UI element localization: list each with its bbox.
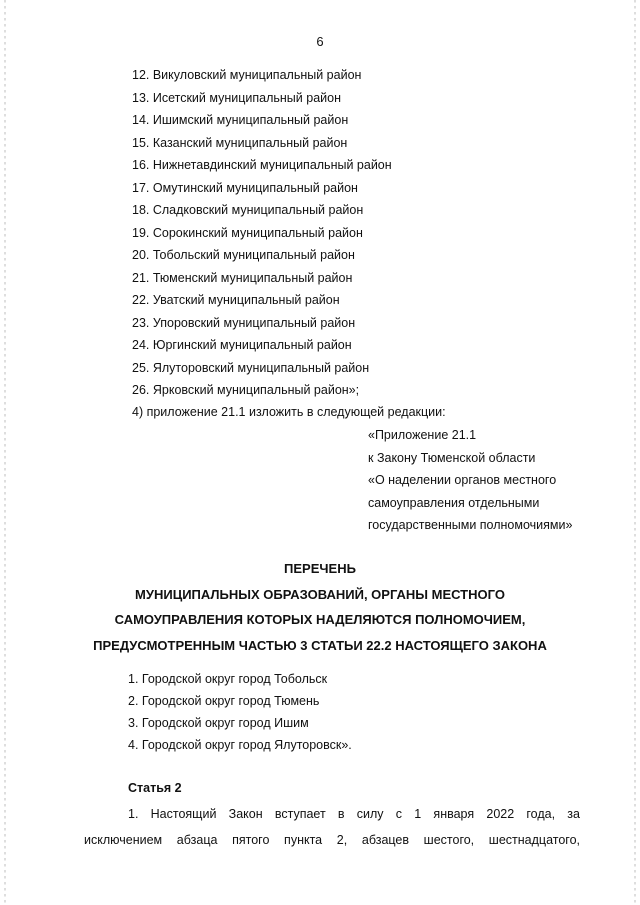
appendix-line: «Приложение 21.1	[368, 428, 477, 442]
page-number: 6	[316, 34, 324, 49]
list-item: 12. Викуловский муниципальный район	[132, 68, 362, 82]
title-line: ПРЕДУСМОТРЕННЫМ ЧАСТЬЮ 3 СТАТЬИ 22.2 НАСТОЯЩЕГО ЗАКОНА	[93, 637, 547, 653]
list-item: 3. Городской округ город Ишим	[128, 716, 309, 730]
list-item: 18. Сладковский муниципальный район	[132, 203, 364, 217]
district-list	[132, 64, 392, 402]
list-item: 15. Казанский муниципальный район	[132, 135, 348, 150]
list-item: 16. Нижнетавдинский муниципальный район	[132, 158, 392, 172]
list-item: 2. Городской округ город Тюмень	[128, 694, 320, 708]
paragraph-line: исключением абзаца пятого пункта 2, абзацев шестого, шестнадцатого,	[84, 833, 580, 847]
appendix-header	[368, 424, 572, 537]
list-item: 1. Городской округ город Тобольск	[128, 672, 328, 686]
list-item: 21. Тюменский муниципальный район	[132, 270, 353, 285]
list-item: 25. Ялуторовский муниципальный район	[132, 360, 370, 375]
list-item: 20. Тобольский муниципальный район	[132, 248, 355, 262]
list-item: 26. Ярковский муниципальный район»;	[132, 383, 360, 397]
list-item: 22. Уватский муниципальный район	[132, 293, 340, 307]
title-line: МУНИЦИПАЛЬНЫХ ОБРАЗОВАНИЙ, ОРГАНЫ МЕСТНОГО	[135, 586, 505, 602]
list-item: 4. Городской округ город Ялуторовск».	[128, 738, 352, 752]
title-line: САМОУПРАВЛЕНИЯ КОТОРЫХ НАДЕЛЯЮТСЯ ПОЛНОМОЧИЕМ,	[114, 612, 526, 627]
title-line: ПЕРЕЧЕНЬ	[284, 561, 356, 576]
list-item: 23. Упоровский муниципальный район	[132, 315, 356, 330]
article-heading: Статья 2	[128, 781, 182, 795]
city-district-list	[128, 668, 352, 756]
list-item: 17. Омутинский муниципальный район	[132, 180, 358, 195]
scan-edge-left	[4, 0, 6, 905]
list-item: 14. Ишимский муниципальный район	[132, 113, 349, 127]
scan-edge-right	[634, 0, 636, 905]
list-item: 24. Юргинский муниципальный район	[132, 338, 352, 352]
appendix-line: «О наделении органов местного	[368, 473, 557, 487]
appendix-line: государственными полномочиями»	[368, 518, 573, 532]
list-title	[0, 556, 640, 658]
appendix-line: к Закону Тюменской области	[368, 450, 536, 465]
appendix-line: самоуправления отдельными	[368, 495, 540, 510]
point-4-text: 4) приложение 21.1 изложить в следующей редакции:	[132, 405, 446, 419]
list-item: 13. Исетский муниципальный район	[132, 90, 341, 105]
list-item: 19. Сорокинский муниципальный район	[132, 225, 363, 240]
paragraph-line: 1. Настоящий Закон вступает в силу с 1 января 2022 года, за	[128, 807, 580, 821]
